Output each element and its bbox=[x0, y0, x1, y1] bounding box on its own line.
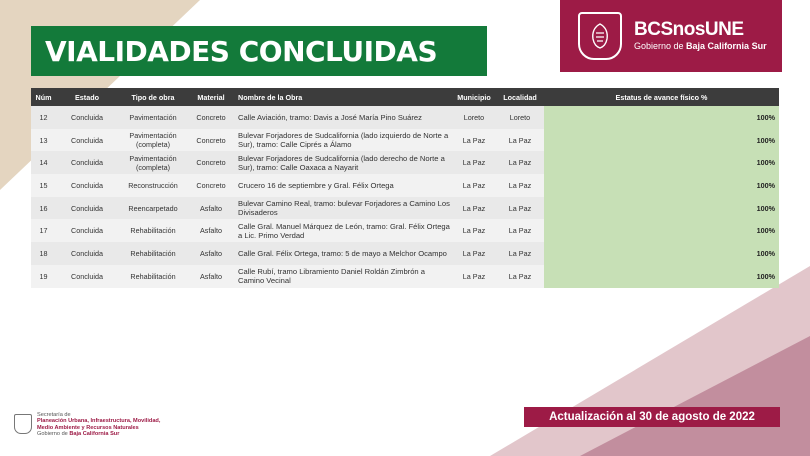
header-avance: Estatus de avance físico % bbox=[544, 88, 779, 106]
cell-material: Asfalto bbox=[188, 219, 234, 242]
cell-num: 19 bbox=[31, 265, 56, 288]
cell-avance: 100% bbox=[544, 265, 779, 288]
emblem-icon bbox=[14, 414, 32, 434]
cell-material: Concreto bbox=[188, 151, 234, 174]
cell-estado: Concluida bbox=[56, 265, 118, 288]
cell-tipo: Rehabilitación bbox=[118, 219, 188, 242]
cell-material: Asfalto bbox=[188, 197, 234, 220]
cell-municipio: La Paz bbox=[452, 219, 496, 242]
cell-tipo: Reconstrucción bbox=[118, 174, 188, 197]
table-row bbox=[31, 129, 779, 152]
header-nombre: Nombre de la Obra bbox=[234, 88, 452, 106]
cell-num: 16 bbox=[31, 197, 56, 220]
cell-material: Concreto bbox=[188, 106, 234, 129]
cell-municipio: La Paz bbox=[452, 265, 496, 288]
cell-nombre: Bulevar Camino Real, tramo: bulevar Forjadores a Camino Los Divisaderos bbox=[234, 197, 452, 220]
title-banner bbox=[31, 26, 487, 76]
cell-municipio: La Paz bbox=[452, 242, 496, 265]
secretaria-label: Secretaría de bbox=[37, 412, 71, 418]
cell-avance: 100% bbox=[544, 174, 779, 197]
cell-material: Asfalto bbox=[188, 265, 234, 288]
cell-avance: 100% bbox=[544, 106, 779, 129]
cell-nombre: Calle Gral. Manuel Márquez de León, tramo: Gral. Félix Ortega a Lic. Primo Verdad bbox=[234, 219, 452, 242]
cell-nombre: Crucero 16 de septiembre y Gral. Félix Ortega bbox=[234, 174, 452, 197]
header-num: Núm bbox=[31, 88, 56, 106]
header-tipo: Tipo de obra bbox=[118, 88, 188, 106]
cell-material: Concreto bbox=[188, 174, 234, 197]
cell-avance: 100% bbox=[544, 151, 779, 174]
brand-subtitle: Gobierno de Baja California Sur bbox=[634, 41, 767, 51]
cell-estado: Concluida bbox=[56, 242, 118, 265]
table-body bbox=[31, 106, 779, 288]
cell-estado: Concluida bbox=[56, 151, 118, 174]
cell-estado: Concluida bbox=[56, 197, 118, 220]
cell-tipo: Rehabilitación bbox=[118, 265, 188, 288]
cell-material: Concreto bbox=[188, 129, 234, 152]
cell-localidad: La Paz bbox=[496, 265, 544, 288]
cell-localidad: La Paz bbox=[496, 151, 544, 174]
cell-localidad: La Paz bbox=[496, 174, 544, 197]
cell-localidad: Loreto bbox=[496, 106, 544, 129]
cell-num: 17 bbox=[31, 219, 56, 242]
cell-avance: 100% bbox=[544, 242, 779, 265]
brand-name: BCSnosUNE bbox=[634, 19, 744, 40]
header-estado: Estado bbox=[56, 88, 118, 106]
cell-nombre: Calle Rubí, tramo Libramiento Daniel Roldán Zimbrón a Camino Vecinal bbox=[234, 265, 452, 288]
cell-tipo: Pavimentación (completa) bbox=[118, 129, 188, 152]
cell-tipo: Pavimentación (completa) bbox=[118, 151, 188, 174]
cell-num: 15 bbox=[31, 174, 56, 197]
table-row bbox=[31, 106, 779, 129]
cell-num: 12 bbox=[31, 106, 56, 129]
cell-estado: Concluida bbox=[56, 106, 118, 129]
cell-avance: 100% bbox=[544, 197, 779, 220]
secretaria-name: Planeación Urbana, Infraestructura, Movilidad, Medio Ambiente y Recursos Naturales bbox=[37, 418, 161, 431]
coat-of-arms-icon bbox=[578, 12, 622, 60]
cell-estado: Concluida bbox=[56, 219, 118, 242]
cell-num: 14 bbox=[31, 151, 56, 174]
table-row bbox=[31, 197, 779, 220]
cell-nombre: Bulevar Forjadores de Sudcalifornia (lado izquierdo de Norte a Sur), tramo: Calle Ciprés a Álamo bbox=[234, 129, 452, 152]
works-table bbox=[31, 88, 779, 288]
cell-tipo: Rehabilitación bbox=[118, 242, 188, 265]
cell-tipo: Reencarpetado bbox=[118, 197, 188, 220]
cell-localidad: La Paz bbox=[496, 242, 544, 265]
header-municipio: Municipio bbox=[452, 88, 496, 106]
page-title: VIALIDADES CONCLUIDAS bbox=[45, 34, 438, 68]
secretaria-logo bbox=[14, 412, 177, 437]
cell-municipio: Loreto bbox=[452, 106, 496, 129]
cell-tipo: Pavimentación bbox=[118, 106, 188, 129]
cell-num: 13 bbox=[31, 129, 56, 152]
cell-localidad: La Paz bbox=[496, 219, 544, 242]
background-shape-wine bbox=[580, 336, 810, 456]
cell-municipio: La Paz bbox=[452, 129, 496, 152]
table-header bbox=[31, 88, 779, 106]
cell-avance: 100% bbox=[544, 129, 779, 152]
cell-nombre: Bulevar Forjadores de Sudcalifornia (lado derecho de Norte a Sur), tramo: Calle Oaxaca a Nayarit bbox=[234, 151, 452, 174]
brand-logo bbox=[560, 0, 782, 72]
table-row bbox=[31, 151, 779, 174]
cell-municipio: La Paz bbox=[452, 197, 496, 220]
cell-estado: Concluida bbox=[56, 174, 118, 197]
secretaria-gov: Gobierno de Baja California Sur bbox=[37, 430, 120, 437]
table-row bbox=[31, 174, 779, 197]
cell-municipio: La Paz bbox=[452, 174, 496, 197]
table-row bbox=[31, 242, 779, 265]
cell-nombre: Calle Gral. Félix Ortega, tramo: 5 de mayo a Melchor Ocampo bbox=[234, 242, 452, 265]
table-row bbox=[31, 219, 779, 242]
header-material: Material bbox=[188, 88, 234, 106]
cell-estado: Concluida bbox=[56, 129, 118, 152]
cell-nombre: Calle Aviación, tramo: Davis a José María Pino Suárez bbox=[234, 106, 452, 129]
table-row bbox=[31, 265, 779, 288]
cell-avance: 100% bbox=[544, 219, 779, 242]
header-localidad: Localidad bbox=[496, 88, 544, 106]
update-date-banner: Actualización al 30 de agosto de 2022 bbox=[524, 407, 780, 427]
cell-localidad: La Paz bbox=[496, 197, 544, 220]
cell-localidad: La Paz bbox=[496, 129, 544, 152]
cell-municipio: La Paz bbox=[452, 151, 496, 174]
cell-num: 18 bbox=[31, 242, 56, 265]
cell-material: Asfalto bbox=[188, 242, 234, 265]
